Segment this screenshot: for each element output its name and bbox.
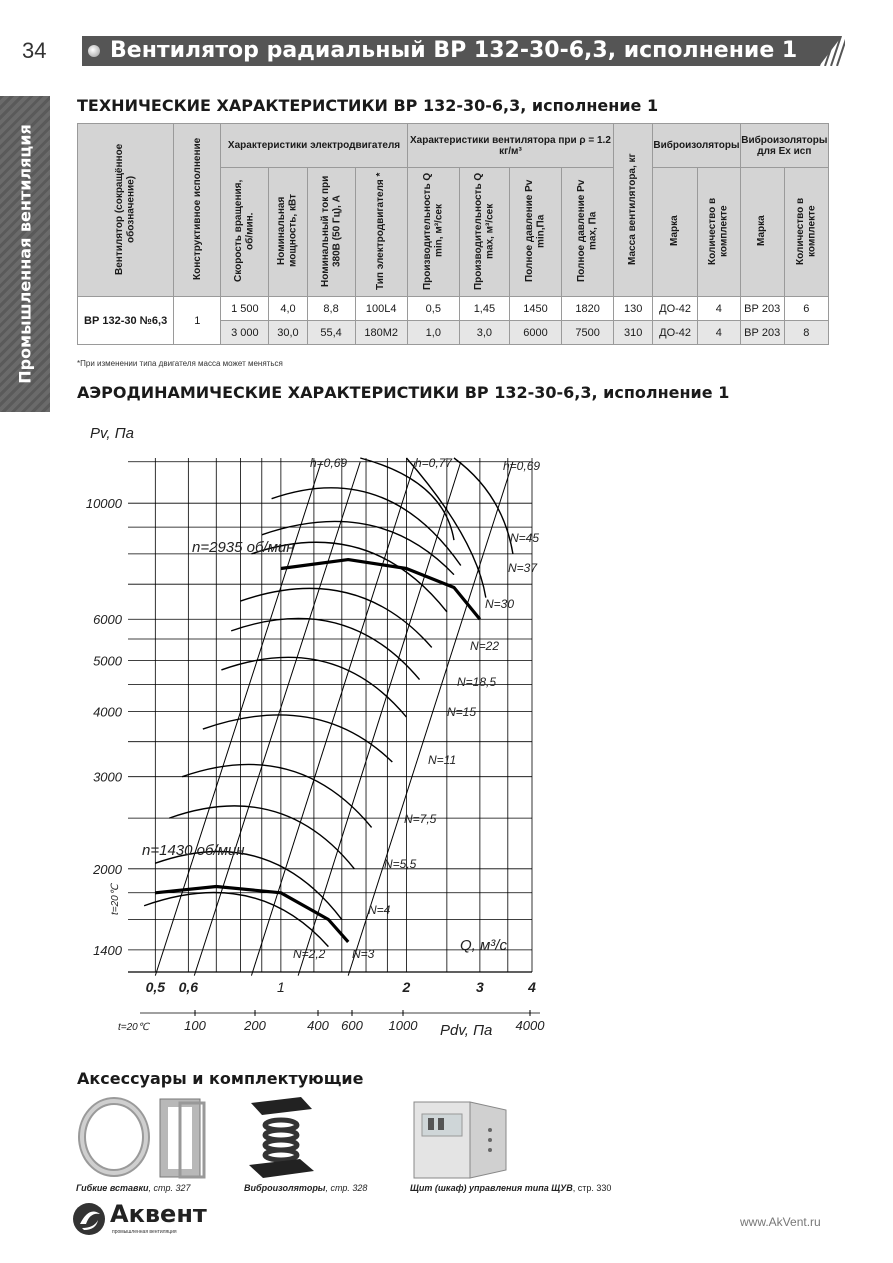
power-label: N=30 <box>485 597 515 611</box>
power-curve <box>203 715 392 762</box>
page-title: Вентилятор радиальный ВР 132-30-6,3, исполнение 1 <box>110 38 798 63</box>
logo-subtitle: промышленная вентиляция <box>112 1229 177 1235</box>
accessories-title: Аксессуары и комплектующие <box>77 1069 364 1088</box>
y-axis-label: Pv, Па <box>90 425 134 442</box>
efficiency-label: h=0,69 <box>503 459 541 473</box>
cell-qty: 4 <box>697 297 740 321</box>
cell-qty-ex: 6 <box>784 297 828 321</box>
cell-speed: 1 500 <box>221 297 269 321</box>
power-label: N=2,2 <box>293 947 326 961</box>
y-tick-label: 5000 <box>93 653 122 669</box>
cell-power: 30,0 <box>269 321 307 345</box>
accessory-caption: Гибкие вставки, стр. 327 <box>76 1183 191 1193</box>
y-tick-label: 3000 <box>93 769 122 785</box>
cell-qmax: 3,0 <box>459 321 509 345</box>
cell-pvmax: 7500 <box>562 321 614 345</box>
cell-qty-ex: 8 <box>784 321 828 345</box>
y-tick-label: 2000 <box>93 861 122 877</box>
cell-qty: 4 <box>697 321 740 345</box>
table-footnote: *При изменении типа двигателя масса может меняться <box>77 359 283 368</box>
x-tick-label: 0,5 <box>145 979 166 995</box>
th-speed: Скорость вращения, об/мин. <box>221 168 269 297</box>
th-pvmin: Полное давление Pv min,Па <box>509 168 561 297</box>
th-vibex-group: Виброизоляторы для Ex исп <box>740 124 828 168</box>
akvent-logo <box>72 1202 242 1242</box>
efficiency-label: h=0,77 <box>415 456 453 470</box>
power-label: N=45 <box>510 531 540 545</box>
table-row <box>78 297 829 321</box>
cell-speed: 3 000 <box>221 321 269 345</box>
aero-chart <box>0 410 893 1050</box>
th-qty: Количество в комплекте <box>697 168 740 297</box>
flex-insert-image <box>76 1095 206 1180</box>
guide-ray <box>348 462 513 976</box>
logo-name: Аквент <box>110 1200 207 1228</box>
t-label-bottom: t=20℃ <box>118 1022 149 1033</box>
x-tick-label: 2 <box>402 979 411 995</box>
pdv-tick-label: 1000 <box>388 1018 418 1033</box>
cell-current: 8,8 <box>307 297 355 321</box>
pdv-tick-label: 600 <box>341 1018 363 1033</box>
pdv-axis-label: Pdv, Па <box>440 1022 493 1039</box>
page-number: 34 <box>22 38 47 63</box>
power-label: N=7,5 <box>404 812 437 826</box>
th-brand: Марка <box>653 168 698 297</box>
page-header <box>0 36 893 66</box>
x-tick-label: 1 <box>276 979 285 995</box>
speed-label: n=1430 об/мин <box>142 842 245 859</box>
pdv-tick-label: 400 <box>307 1018 329 1033</box>
power-label: N=22 <box>470 639 500 653</box>
power-label: N=37 <box>508 561 538 575</box>
efficiency-label: h=0,69 <box>310 456 348 470</box>
control-cabinet-image <box>410 1100 510 1182</box>
th-pvmax: Полное давление Pv max, Па <box>562 168 614 297</box>
th-brand-ex: Марка <box>740 168 784 297</box>
th-qmax: Производительность Q max, м³/сек <box>459 168 509 297</box>
th-vib-group: Виброизоляторы <box>653 124 740 168</box>
website-link[interactable]: www.AkVent.ru <box>740 1215 821 1229</box>
accessory-caption: Виброизоляторы, стр. 328 <box>244 1183 368 1193</box>
power-curve <box>240 588 431 647</box>
cell-brand: ДО-42 <box>653 321 698 345</box>
power-label: N=5,5 <box>384 857 417 871</box>
th-mass: Масса вентилятора, кг <box>614 124 653 297</box>
cell-type: 100L4 <box>355 297 407 321</box>
t-label-side: t=20℃ <box>110 884 121 915</box>
logo-icon <box>72 1202 106 1236</box>
cell-mass: 130 <box>614 297 653 321</box>
efficiency-curve <box>406 458 485 598</box>
power-label: N=15 <box>447 705 477 719</box>
cell-qmin: 0,5 <box>407 297 459 321</box>
power-label: N=11 <box>428 753 457 767</box>
cell-qmax: 1,45 <box>459 297 509 321</box>
th-qmin: Производительность Q min, м³/сек <box>407 168 459 297</box>
th-fan-group: Характеристики вентилятора при ρ = 1.2 кг/м³ <box>407 124 613 168</box>
side-tab-label: Промышленная вентиляция <box>15 124 35 384</box>
tech-section-title: ТЕХНИЧЕСКИЕ ХАРАКТЕРИСТИКИ ВР 132-30-6,3, исполнение 1 <box>77 96 659 115</box>
cell-mass: 310 <box>614 321 653 345</box>
section-side-tab <box>0 96 50 412</box>
stripes-decoration <box>815 36 845 66</box>
y-tick-label: 10000 <box>85 496 122 512</box>
th-qty-ex: Количество в комплекте <box>784 168 828 297</box>
constr-cell: 1 <box>174 297 221 345</box>
chart-curves <box>144 458 513 947</box>
cell-type: 180M2 <box>355 321 407 345</box>
cell-brand-ex: ВР 203 <box>740 321 784 345</box>
speed-curve <box>281 560 480 620</box>
pdv-tick-label: 4000 <box>515 1018 545 1033</box>
th-current: Номинальный ток при 380В (50 Гц), А <box>307 168 355 297</box>
x-tick-label: 4 <box>528 979 536 995</box>
pdv-tick-label: 200 <box>244 1018 266 1033</box>
aero-section-title: АЭРОДИНАМИЧЕСКИЕ ХАРАКТЕРИСТИКИ ВР 132-30-6,3, исполнение 1 <box>77 383 730 402</box>
speed-label: n=2935 об/мин <box>192 539 295 556</box>
th-motor-group: Характеристики электродвигателя <box>221 124 407 168</box>
cell-brand: ДО-42 <box>653 297 698 321</box>
y-tick-label: 4000 <box>93 704 122 720</box>
cell-pvmin: 1450 <box>509 297 561 321</box>
accessory-caption: Щит (шкаф) управления типа ЩУВ, стр. 330 <box>410 1183 612 1193</box>
power-label: N=18,5 <box>457 675 497 689</box>
spec-table <box>77 123 829 345</box>
pdv-tick-label: 100 <box>184 1018 206 1033</box>
cell-pvmin: 6000 <box>509 321 561 345</box>
th-power: Номинальная мощность, кВт <box>269 168 307 297</box>
power-label: N=3 <box>352 947 375 961</box>
y-tick-label: 1400 <box>93 942 122 958</box>
cell-power: 4,0 <box>269 297 307 321</box>
power-label: N=4 <box>368 903 391 917</box>
power-curve <box>231 618 419 679</box>
fan-name-cell: ВР 132-30 №6,3 <box>78 297 174 345</box>
fan-icon <box>88 45 100 57</box>
cell-qmin: 1,0 <box>407 321 459 345</box>
cell-current: 55,4 <box>307 321 355 345</box>
th-constr: Конструктивное исполнение <box>174 124 221 297</box>
x-tick-label: 0,6 <box>178 979 199 995</box>
y-tick-label: 6000 <box>93 612 122 628</box>
vibration-isolator-image <box>246 1095 316 1180</box>
cell-brand-ex: ВР 203 <box>740 297 784 321</box>
x-axis-label: Q, м³/с <box>460 937 507 954</box>
th-fan: Вентилятор (сокращённое обозначение) <box>78 124 174 297</box>
th-type: Тип электродвигателя * <box>355 168 407 297</box>
guide-ray <box>298 462 461 976</box>
cell-pvmax: 1820 <box>562 297 614 321</box>
x-tick-label: 3 <box>475 979 484 995</box>
